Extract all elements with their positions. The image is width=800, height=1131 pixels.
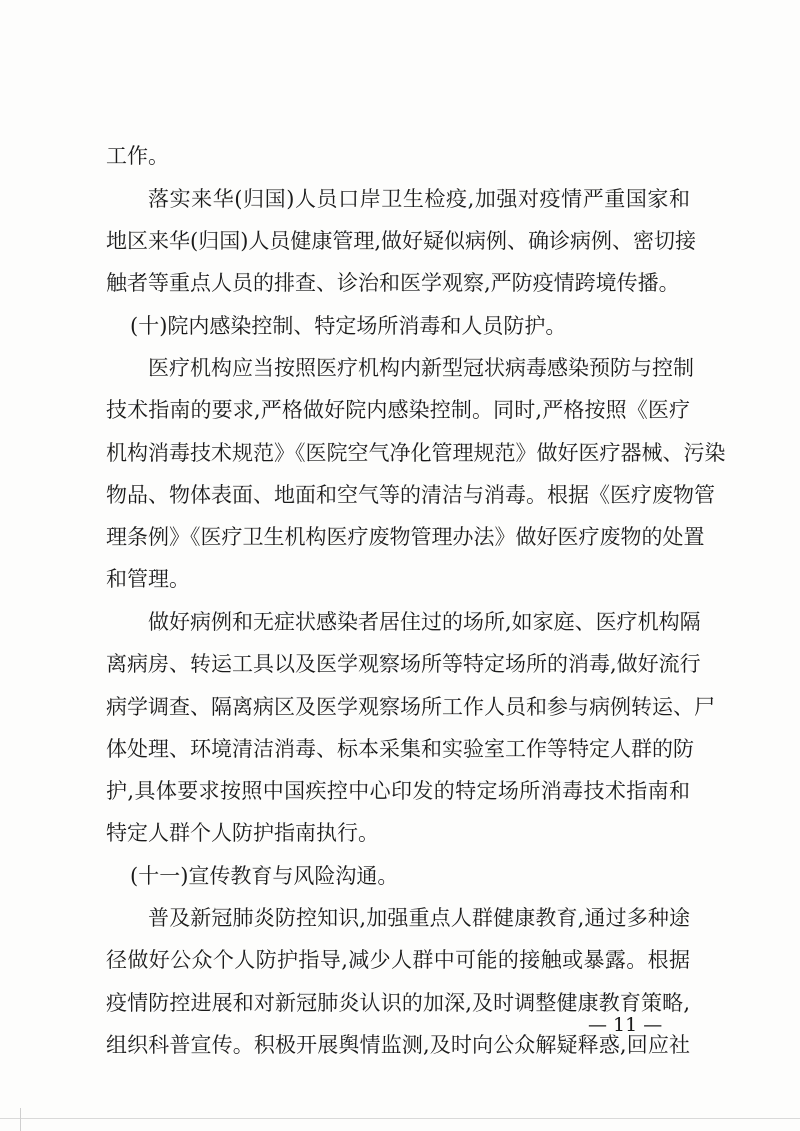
paragraph-line: 病学调查、隔离病区及医学观察场所工作人员和参与病例转运、尸 [106, 695, 715, 719]
paragraph-line: 机构消毒技术规范》《医院空气净化管理规范》做好医疗器械、污染 [106, 441, 726, 465]
paragraph-line: 技术指南的要求,严格做好院内感染控制。同时,严格按照《医疗 [106, 398, 690, 422]
scan-margin-mark [20, 1108, 21, 1131]
section-heading: (十)院内感染控制、特定场所消毒和人员防护。 [130, 314, 567, 338]
paragraph-line: 特定人群个人防护指南执行。 [106, 821, 379, 845]
paragraph-line: 护,具体要求按照中国疾控中心印发的特定场所消毒技术指南和 [106, 779, 690, 803]
paragraph-line: 工作。 [106, 144, 169, 168]
paragraph-line: 物品、物体表面、地面和空气等的清洁与消毒。根据《医疗废物管 [106, 483, 715, 507]
scan-bottom-edge [0, 1118, 800, 1119]
page-number: — 11 — [588, 1014, 663, 1036]
paragraph-line: 触者等重点人员的排查、诊治和医学观察,严防疫情跨境传播。 [106, 271, 680, 295]
paragraph-line: 体处理、环境清洁消毒、标本采集和实验室工作等特定人群的防 [106, 737, 694, 761]
paragraph-line: 理条例》《医疗卫生机构医疗废物管理办法》做好医疗废物的处置 [106, 525, 705, 549]
paragraph-line: 径做好公众个人防护指导,减少人群中可能的接触或暴露。根据 [106, 948, 690, 972]
paragraph-line: 疫情防控进展和对新冠肺炎认识的加深,及时调整健康教育策略, [106, 991, 690, 1015]
section-heading: (十一)宣传教育与风险沟通。 [130, 864, 399, 888]
paragraph-line: 医疗机构应当按照医疗机构内新型冠状病毒感染预防与控制 [148, 356, 694, 380]
paragraph-line: 和管理。 [106, 567, 190, 591]
paragraph-line: 普及新冠肺炎防控知识,加强重点人群健康教育,通过多种途 [148, 906, 690, 930]
paragraph-line: 组织科普宣传。积极开展舆情监测,及时向公众解疑释惑,回应社 [106, 1033, 690, 1057]
paragraph-line: 离病房、转运工具以及医学观察场所等特定场所的消毒,做好流行 [106, 652, 701, 676]
paragraph-line: 做好病例和无症状感染者居住过的场所,如家庭、医疗机构隔 [148, 610, 701, 634]
paragraph-line: 地区来华(归国)人员健康管理,做好疑似病例、确诊病例、密切接 [106, 229, 697, 253]
paragraph-line: 落实来华(归国)人员口岸卫生检疫,加强对疫情严重国家和 [148, 187, 690, 211]
